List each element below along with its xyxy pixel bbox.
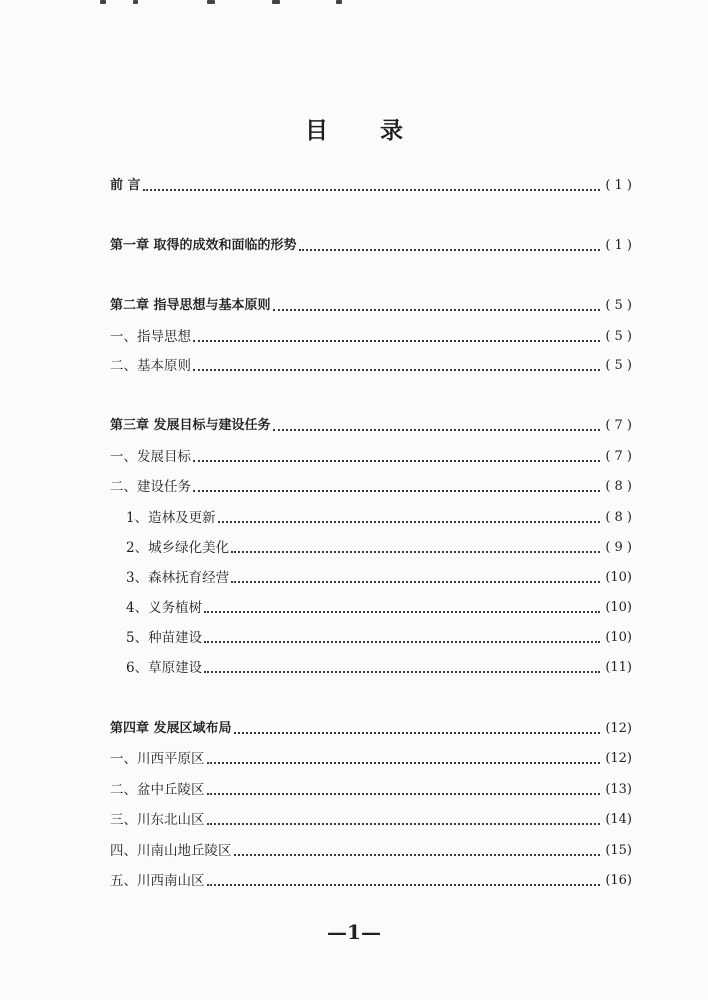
toc-entry-label: 五、川西南山区: [110, 873, 205, 889]
toc-entry-page: ( 9 ): [605, 540, 632, 555]
toc-entry-label: 第二章 指导思想与基本原则: [110, 298, 271, 313]
toc-entry-subsection[interactable]: [126, 568, 632, 588]
toc-entry-page: (16): [605, 873, 632, 888]
toc-entry-page: (12): [605, 751, 632, 766]
toc-entry-subsection[interactable]: [126, 628, 632, 648]
toc-entry-section[interactable]: [110, 749, 632, 769]
toc-entry-label: 二、建设任务: [110, 479, 191, 495]
toc-entry-page: ( 1 ): [605, 238, 632, 253]
dot-leader: [231, 581, 600, 583]
toc-entry-label: 三、川东北山区: [110, 812, 205, 828]
dot-leader: [218, 521, 600, 523]
toc-entry-page: (14): [605, 812, 632, 827]
page-number: —1—: [327, 920, 381, 944]
toc-entry-label: 第一章 取得的成效和面临的形势: [110, 238, 297, 253]
toc-entry-label: 第四章 发展区域布局: [110, 721, 232, 736]
dot-leader: [204, 611, 600, 613]
dot-leader: [204, 671, 600, 673]
toc-entry-chapter-4[interactable]: [110, 719, 632, 739]
dot-leader: [299, 249, 600, 251]
toc-entry-page: ( 5 ): [605, 298, 632, 313]
toc-entry-section[interactable]: [110, 810, 632, 830]
toc-entry-label: 前 言: [110, 178, 141, 193]
toc-entry-label: 四、川南山地丘陵区: [110, 843, 232, 859]
dot-leader: [273, 309, 600, 311]
toc-entry-chapter-1[interactable]: [110, 236, 632, 256]
toc-entry-chapter-3[interactable]: [110, 416, 632, 436]
dot-leader: [207, 762, 601, 764]
toc-entry-page: ( 8 ): [605, 510, 632, 525]
dot-leader: [207, 884, 601, 886]
toc-entry-label: 一、发展目标: [110, 449, 191, 465]
toc-entry-page: ( 7 ): [605, 449, 632, 464]
dot-leader: [143, 189, 600, 191]
toc-entry-section[interactable]: [110, 327, 632, 347]
toc-entry-subsection[interactable]: [126, 508, 632, 528]
dot-leader: [193, 340, 600, 342]
toc-entry-label: 二、盆中丘陵区: [110, 782, 205, 798]
toc-entry-page: (10): [605, 570, 632, 585]
toc-entry-label: 第三章 发展目标与建设任务: [110, 418, 271, 433]
dot-leader: [193, 490, 600, 492]
toc-entry-page: ( 7 ): [605, 418, 632, 433]
dot-leader: [234, 732, 600, 734]
dot-leader: [207, 793, 601, 795]
dot-leader: [207, 823, 601, 825]
toc-entry-section[interactable]: [110, 871, 632, 891]
toc-entry-section[interactable]: [110, 477, 632, 497]
toc-entry-label: 4、义务植树: [126, 600, 203, 616]
toc-entry-page: ( 5 ): [605, 358, 632, 373]
toc-entry-section[interactable]: [110, 447, 632, 467]
toc-entry-label: 2、城乡绿化美化: [126, 540, 230, 556]
dot-leader: [231, 551, 600, 553]
dot-leader: [204, 641, 600, 643]
toc-entry-label: 二、基本原则: [110, 358, 191, 374]
toc-entry-subsection[interactable]: [126, 538, 632, 558]
dot-leader: [193, 460, 600, 462]
toc-entry-page: (12): [605, 721, 632, 736]
toc-entry-page: (15): [605, 843, 632, 858]
toc-entry-label: 一、指导思想: [110, 329, 191, 345]
toc-entry-section[interactable]: [110, 841, 632, 861]
toc-entry-label: 3、森林抚育经营: [126, 570, 230, 586]
toc-entry-page: (13): [605, 782, 632, 797]
toc-entry-page: ( 5 ): [605, 329, 632, 344]
toc-entry-subsection[interactable]: [126, 598, 632, 618]
toc-entry-preface[interactable]: [110, 176, 632, 196]
toc-entry-label: 一、川西平原区: [110, 751, 205, 767]
toc-entry-section[interactable]: [110, 356, 632, 376]
toc-title: 目 录: [304, 117, 425, 144]
toc-entry-page: ( 1 ): [605, 178, 632, 193]
toc-entry-page: (11): [605, 660, 632, 675]
toc-entry-chapter-2[interactable]: [110, 296, 632, 316]
toc-entry-label: 5、种苗建设: [126, 630, 203, 646]
toc-entry-label: 6、草原建设: [126, 660, 203, 676]
toc-entry-page: (10): [605, 630, 632, 645]
dot-leader: [273, 429, 600, 431]
toc-entry-subsection[interactable]: [126, 658, 632, 678]
toc-entry-label: 1、造林及更新: [126, 510, 216, 526]
dot-leader: [193, 369, 600, 371]
toc-entry-page: (10): [605, 600, 632, 615]
toc-entry-page: ( 8 ): [605, 479, 632, 494]
toc-entry-section[interactable]: [110, 780, 632, 800]
dot-leader: [234, 854, 601, 856]
